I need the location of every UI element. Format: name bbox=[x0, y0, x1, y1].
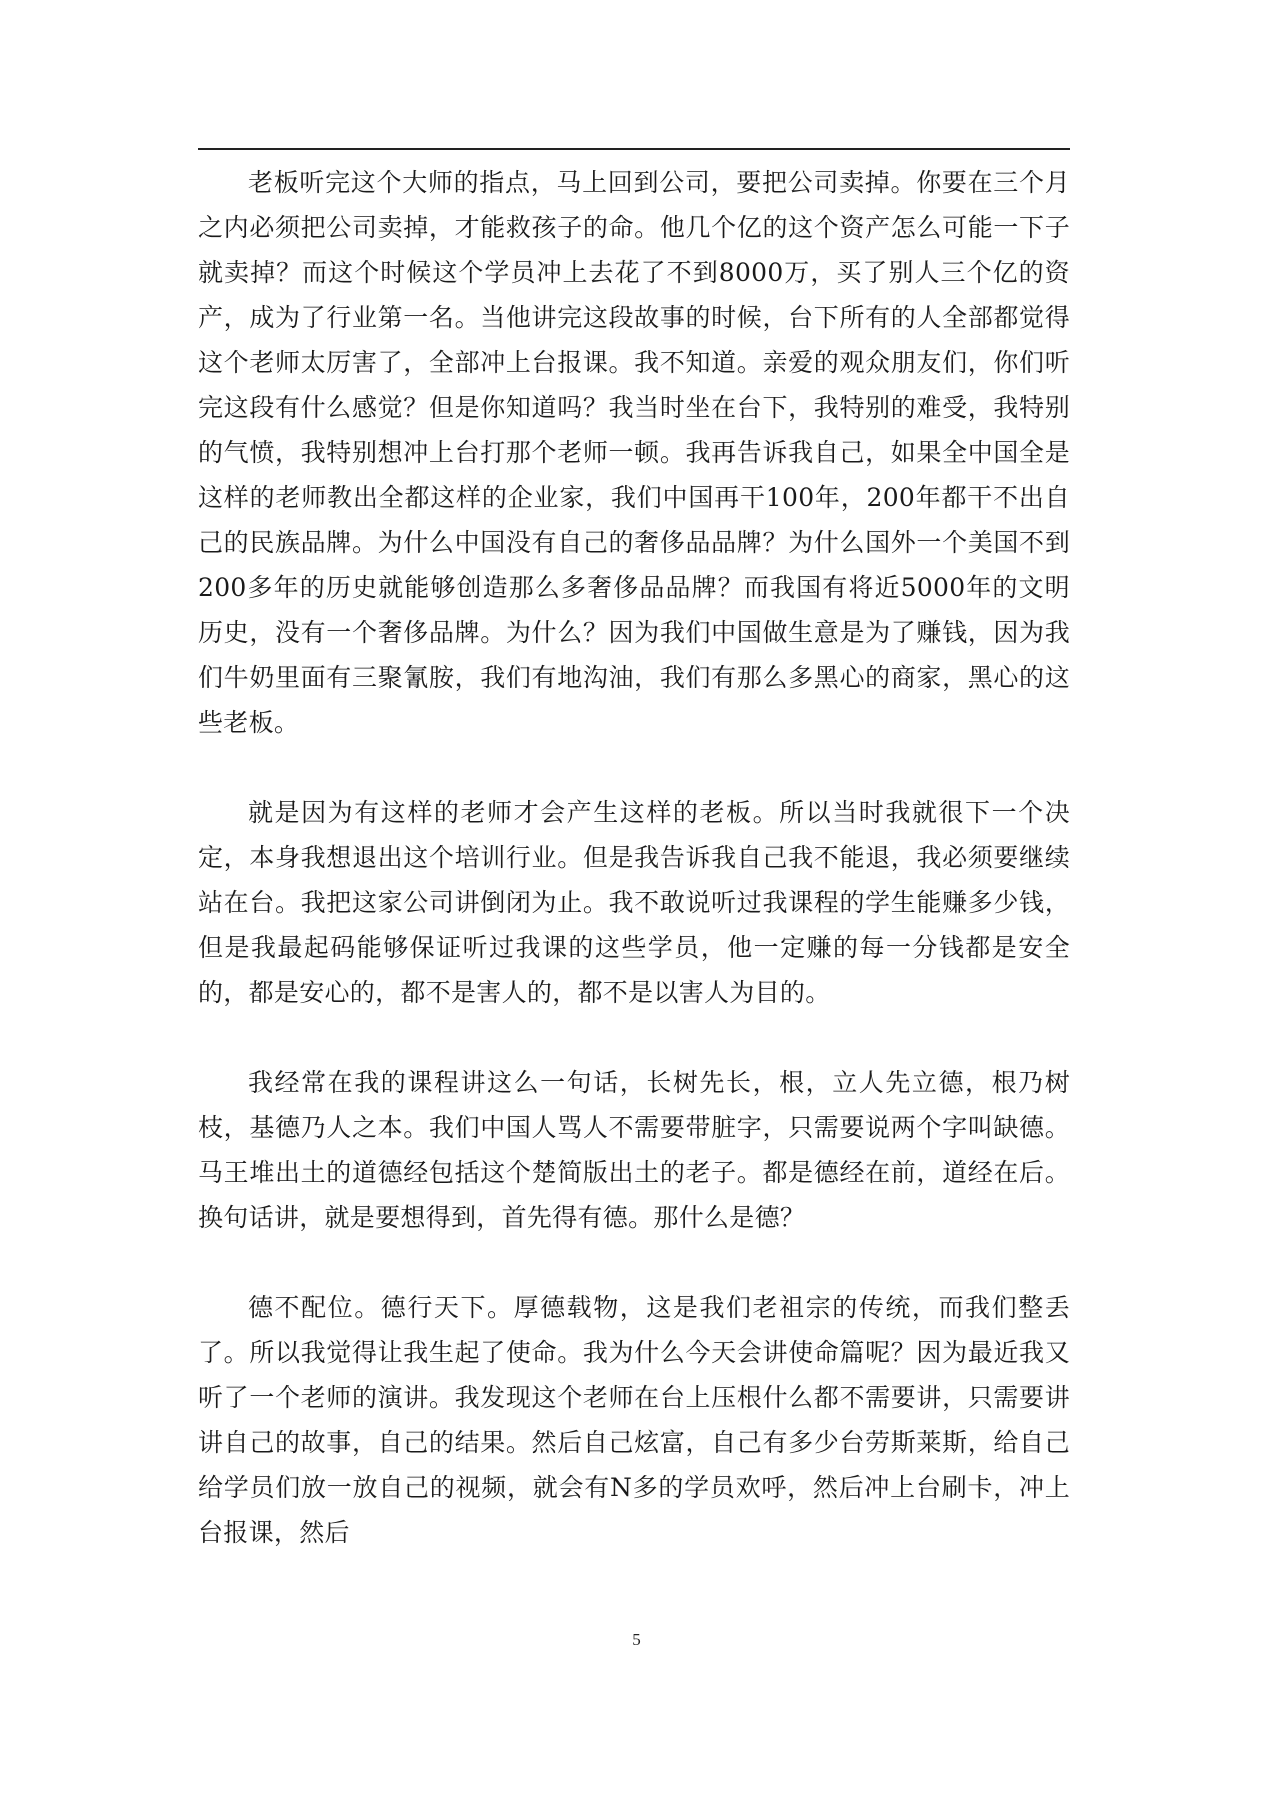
paragraph-spacer bbox=[198, 1015, 1070, 1060]
document-body bbox=[198, 160, 1070, 1555]
paragraph-spacer bbox=[198, 1240, 1070, 1285]
paragraph-2: 就是因为有这样的老师才会产生这样的老板。所以当时我就很下一个决定，本身我想退出这个培训行业。但是我告诉我自己我不能退，我必须要继续站在台。我把这家公司讲倒闭为止。我不敢说听过我课程的学生能赚多少钱，但是我最起码能够保证听过我课的这些学员，他一定赚的每一分钱都是安全的，都是安心的，都不是害人的，都不是以害人为目的。 bbox=[198, 798, 1070, 1007]
page-number: 5 bbox=[632, 1630, 641, 1649]
paragraph-spacer bbox=[198, 745, 1070, 790]
paragraph-3: 我经常在我的课程讲这么一句话，长树先长，根，立人先立德，根乃树枝，基德乃人之本。我们中国人骂人不需要带脏字，只需要说两个字叫缺德。马王堆出土的道德经包括这个楚简版出土的老子。都是德经在前，道经在后。换句话讲，就是要想得到，首先得有德。那什么是德？ bbox=[198, 1068, 1070, 1232]
paragraph-4: 德不配位。德行天下。厚德载物，这是我们老祖宗的传统，而我们整丢了。所以我觉得让我生起了使命。我为什么今天会讲使命篇呢？因为最近我又听了一个老师的演讲。我发现这个老师在台上压根什么都不需要讲，只需要讲讲自己的故事，自己的结果。然后自己炫富，自己有多少台劳斯莱斯，给自己给学员们放一放自己的视频，就会有N多的学员欢呼，然后冲上台刷卡，冲上台报课，然后 bbox=[198, 1293, 1070, 1547]
header-rule bbox=[198, 148, 1070, 150]
paragraph-1: 老板听完这个大师的指点，马上回到公司，要把公司卖掉。你要在三个月之内必须把公司卖掉，才能救孩子的命。他几个亿的这个资产怎么可能一下子就卖掉？而这个时候这个学员冲上去花了不到8000万，买了别人三个亿的资产，成为了行业第一名。当他讲完这段故事的时候，台下所有的人全部都觉得这个老师太厉害了，全部冲上台报课。我不知道。亲爱的观众朋友们，你们听完这段有什么感觉？但是你知道吗？我当时坐在台下，我特别的难受，我特别的气愤，我特别想冲上台打那个老师一顿。我再告诉我自己，如果全中国全是这样的老师教出全都这样的企业家，我们中国再干100年，200年都干不出自己的民族品牌。为什么中国没有自己的奢侈品品牌？为什么国外一个美国不到200多年的历史就能够创造那么多奢侈品品牌？而我国有将近5000年的文明历史，没有一个奢侈品牌。为什么？因为我们中国做生意是为了赚钱，因为我们牛奶里面有三聚氰胺，我们有地沟油，我们有那么多黑心的商家，黑心的这些老板。 bbox=[198, 168, 1070, 737]
